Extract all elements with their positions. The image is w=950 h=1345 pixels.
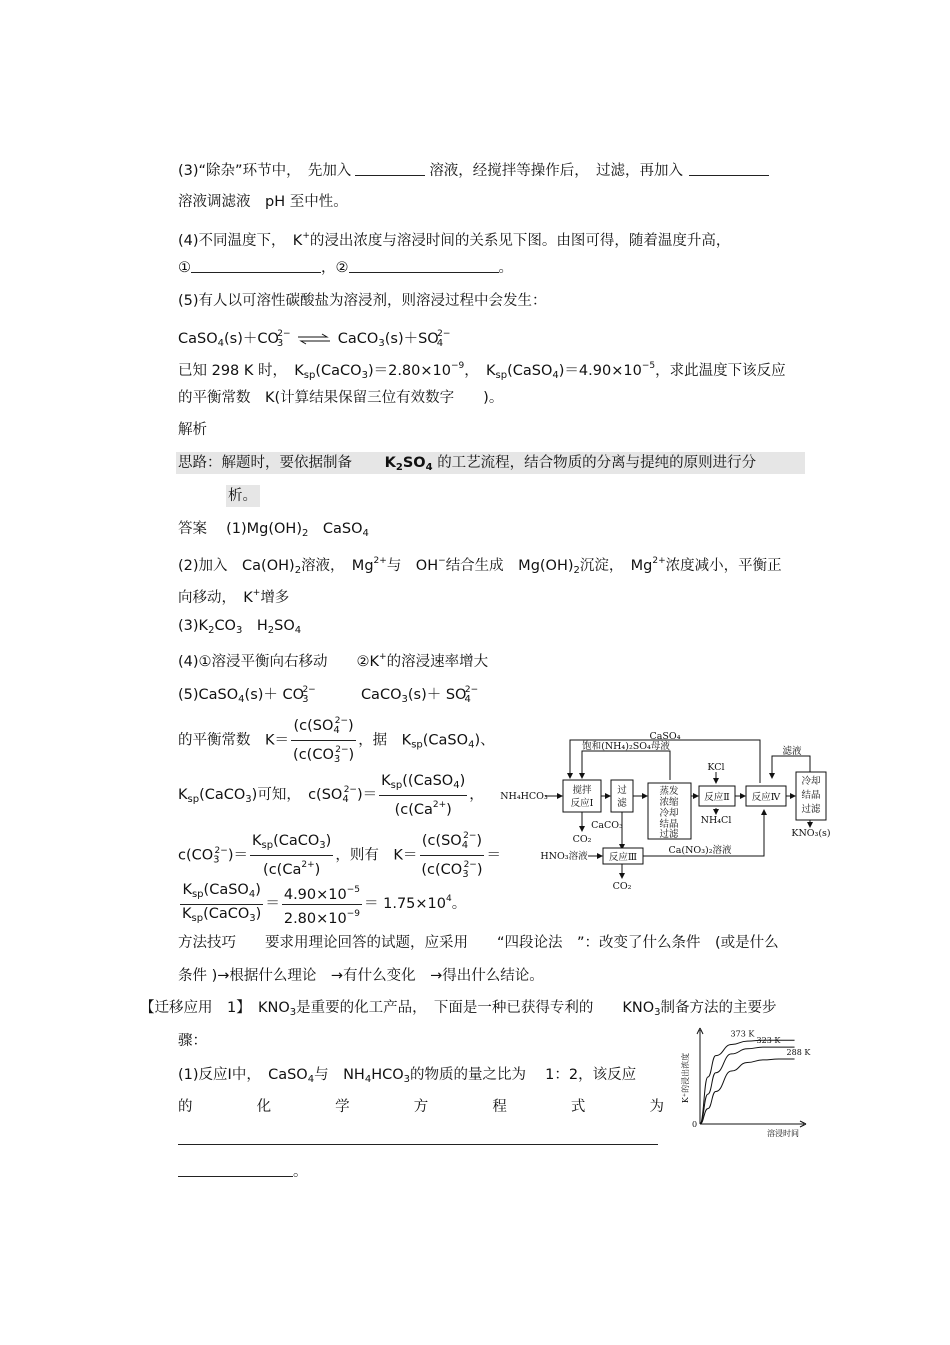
flow-co2-b: CO₂	[612, 881, 632, 892]
flow-filter1a: 过	[617, 785, 627, 796]
q3-line1: (3)“除杂”环节中， 先加入 溶液，经搅拌等操作后， 过滤，再加入	[178, 161, 769, 181]
flow-cool-3: 过滤	[801, 804, 821, 815]
flow-kcl: KCl	[707, 762, 725, 773]
answer-blank-line2[interactable]: 。	[178, 1162, 308, 1182]
q3-line2: 溶液调滤液 pH 至中性。	[178, 194, 348, 210]
known-line2: 的平衡常数 K(计算结果保留三位有效数字 )。	[178, 390, 504, 406]
flow-cool-2: 结晶	[801, 790, 821, 801]
leaching-chart	[670, 1022, 820, 1142]
flow-mother-liquor: 饱和(NH₄)₂SO₄母液	[582, 741, 670, 752]
flow-evap-3: 冷却	[659, 808, 679, 819]
answer-4: (4)①溶浸平衡向右移动 ②K+的溶浸速率增大	[178, 652, 489, 670]
blank-4[interactable]	[349, 258, 499, 273]
flow-cool-1: 冷却	[801, 776, 821, 787]
answer-blank-line[interactable]	[178, 1144, 658, 1145]
blank-1[interactable]	[355, 161, 425, 176]
c-co3-line: $c(CO_3^{2-})=$ $\frac{K_{sp}(CaCO_3)}{(c(Ca^{2+})}$ ，则有 K＝ $\frac{(c(SO_4^{2-})}{(c(CO_3^{2-})}$ ＝	[178, 827, 501, 884]
answer-5: (5)CaSO$_4$(s)＋ $CO_3^{2-}$ CaCO$_3$(s)＋ $SO_4^{2-}$	[178, 685, 479, 705]
series-line-0	[700, 1040, 795, 1124]
blank-3[interactable]	[191, 258, 321, 273]
flow-evap-5: 过滤	[659, 829, 679, 840]
flow-caco3: CaCO₃	[591, 820, 623, 831]
flow-react4: 反应Ⅳ	[751, 792, 781, 803]
method-tip-line1: 方法技巧 要求用理论回答的试题，应采用 “四段论法 ”：改变了什么条件 (或是什么	[178, 935, 779, 951]
eq1: $CaSO_4(s)+CO_3^{2-}$ $CaCO_3(s)+SO_4^{2-}$	[178, 329, 451, 349]
flow-caso4-label: CaSO₄	[649, 731, 681, 742]
q5-line1: (5)有人以可溶性碳酸盐为溶浸剂，则溶浸过程中会发生：	[178, 293, 547, 309]
flow-evap-4: 结晶	[659, 819, 679, 830]
reaction1-line2: 的 化 学 方 程 式 为	[178, 1099, 664, 1115]
flow-hno3: HNO₃溶液	[540, 851, 588, 862]
k-fraction: $\frac{(c(SO_4^{2-})}{(c(CO_3^{2-})}$	[291, 712, 356, 769]
c-co3-fraction: $\frac{K_{sp}(CaCO_3)}{(c(Ca^{2+})}$	[252, 833, 332, 878]
blank-2[interactable]	[689, 161, 769, 176]
reaction1-line1: (1)反应Ⅰ中， CaSO$_4$与 $NH_4HCO_3$的物质的量之比为 1：2，该反应	[178, 1067, 637, 1085]
ksp-ratio-fraction: $\frac{K_{sp}(CaSO_4)}{K_{sp}(CaCO_3)}$	[182, 881, 262, 924]
flow-kno3: KNO₃(s)	[791, 828, 831, 839]
answer-1: 答案 $(1)Mg(OH)_2$ CaSO$_4$	[178, 521, 369, 539]
series-label-0: 373 K	[730, 1029, 755, 1039]
flow-co2-a: CO₂	[572, 834, 592, 845]
flow-nh4hco3: NH₄HCO₃	[500, 791, 548, 802]
k-expression: 的平衡常数 K＝ $\frac{(c(SO_4^{2-})}{(c(CO_3^{2-})}$ ，据 $K_{sp}(CaSO_4)$、	[178, 712, 495, 769]
y-axis-label: K⁺的浸出浓度	[681, 1052, 690, 1104]
flow-evap-1: 蒸发	[659, 786, 679, 797]
answer-2-line2: 向移动， K+增多	[178, 588, 290, 606]
x-axis-label: 溶浸时间	[767, 1129, 799, 1138]
process-flow-diagram	[500, 728, 835, 893]
series-label-2: 288 K	[786, 1048, 811, 1058]
flow-react2: 反应Ⅱ	[704, 792, 730, 803]
q4-line2: ① ，② 。	[178, 260, 513, 276]
flow-react1: 反应Ⅰ	[570, 798, 594, 809]
silu-line1: 思路：解题时，要依据制备 $K_2SO_4$ 的工艺流程，结合物质的分离与提纯的原则进行分	[178, 455, 757, 473]
known-line1: 已知 298 K 时， $K_{sp}(CaCO_3)=2.80\times 10^{-9}$， $K_{sp}(CaSO_4)=4.90\times 10^{-5}$，求此温度下该反应	[178, 361, 786, 381]
series-label-1: 323 K	[756, 1036, 781, 1046]
answer-3: $(3)K_2CO_3$ $H_2SO_4$	[178, 618, 302, 636]
c-so4-fraction: $\frac{K_{sp}((CaSO_4)}{(c(Ca^{2+})}$	[381, 772, 466, 818]
transfer-line2: 骤：	[178, 1033, 207, 1049]
k-ratio-fraction: $\frac{(c(SO_4^{2-})}{(c(CO_3^{2-})}$	[419, 827, 484, 884]
series-line-2	[700, 1059, 795, 1124]
final-calc: $\frac{K_{sp}(CaSO_4)}{K_{sp}(CaCO_3)}$ ＝ $\frac{4.90\times 10^{-5}}{2.80\times 10^{-9}}$ ＝ $1.75\times 10^4$。	[182, 881, 467, 927]
flow-evap-2: 浓缩	[659, 797, 679, 808]
silu-line2: 析。	[228, 488, 257, 504]
ksp-caco3-line: $K_{sp}(CaCO_3)$可知， $c(SO_4^{2-})=$ $\frac{K_{sp}((CaSO_4)}{(c(Ca^{2+})}$ ，	[178, 772, 484, 818]
transfer-line1: 【迁移应用 1】 $KNO_3$是重要的化工产品， 下面是一种已获得专利的 $KNO_3$制备方法的主要步	[140, 1000, 777, 1018]
equilibrium-arrow-icon	[297, 333, 331, 345]
answer-2-line1: (2)加入 $Ca(OH)_2$溶液， $Mg^{2+}$与 OH−结合生成 $Mg(OH)_2$沉淀， $Mg^{2+}$浓度减小，平衡正	[178, 556, 782, 576]
flow-filtrate: 滤液	[782, 746, 802, 757]
origin-label: 0	[692, 1120, 698, 1129]
q4-line1: (4)不同温度下， K+的浸出浓度与溶浸时间的关系见下图。由图可得，随着温度升高，	[178, 231, 731, 249]
jiexi-label: 解析	[178, 422, 207, 438]
flow-stir: 搅拌	[572, 785, 592, 796]
numeric-fraction: $\frac{4.90\times 10^{-5}}{2.80\times 10^{-9}}$	[282, 881, 362, 928]
flow-nh4cl: NH₄Cl	[700, 815, 732, 826]
method-tip-line2: 条件 )→根据什么理论 →有什么变化 →得出什么结论。	[178, 968, 544, 984]
flow-filter1b: 滤	[617, 798, 627, 809]
flow-cano3: Ca(NO₃)₂溶液	[668, 845, 732, 856]
flow-react3: 反应Ⅲ	[608, 852, 638, 863]
